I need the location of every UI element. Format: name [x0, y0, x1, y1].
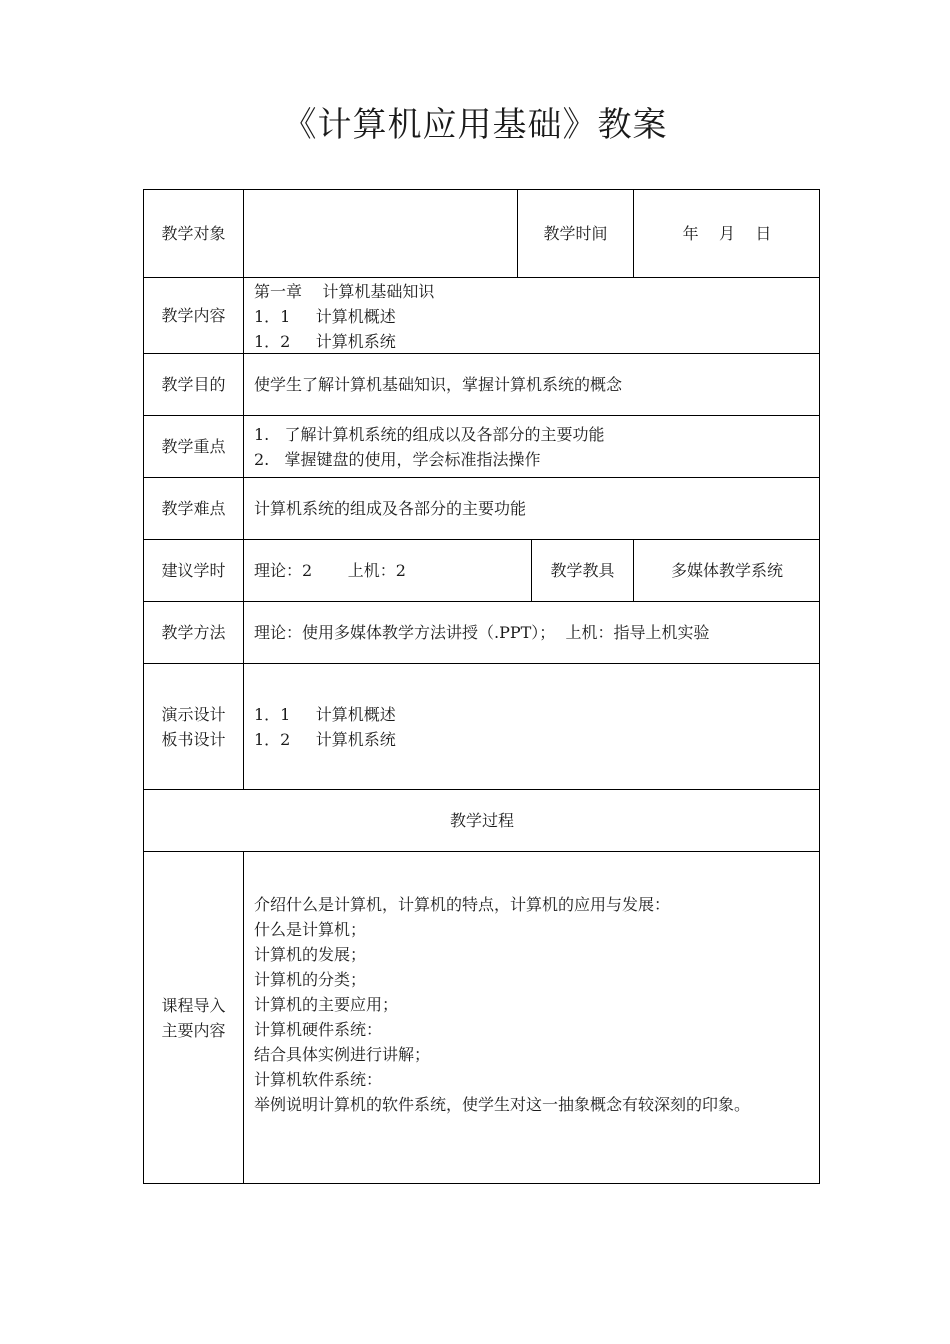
design-line: 1．1 计算机概述 [254, 704, 396, 724]
label-text: 教学教具 [550, 561, 615, 580]
value-text: 理论：2 上机：2 [254, 561, 406, 580]
intro-line: 举例说明计算机的软件系统，使学生对这一抽象概念有较深刻的印象。 [254, 1095, 751, 1114]
value-teaching-time [634, 190, 820, 278]
document-title: 《计算机应用基础》教案 [282, 105, 668, 145]
label-teaching-content [144, 278, 244, 354]
value-text: 使学生了解计算机基础知识，掌握计算机系统的概念 [254, 375, 623, 394]
value-teaching-tools [634, 540, 820, 602]
label-text: 演示设计 [161, 704, 226, 724]
label-teaching-goal [144, 354, 244, 416]
label-teaching-tools [532, 540, 634, 602]
value-intro-main-content [244, 852, 820, 1183]
section-header-text: 教学过程 [449, 811, 514, 830]
label-teaching-difficulty [144, 478, 244, 540]
intro-line: 计算机的主要应用； [254, 995, 399, 1014]
label-demo-board-design [144, 664, 244, 790]
label-teaching-focus [144, 416, 244, 478]
intro-line: 计算机硬件系统： [254, 1020, 383, 1039]
label-text: 教学对象 [161, 224, 226, 243]
intro-line: 计算机的发展； [254, 945, 367, 964]
value-teaching-method [244, 602, 820, 664]
value-teaching-content [244, 278, 820, 354]
section-header-teaching-process [144, 790, 820, 852]
value-text: 理论：使用多媒体教学方法讲授（.PPT）； 上机：指导上机实验 [254, 623, 710, 642]
value-text: 计算机系统的组成及各部分的主要功能 [254, 499, 527, 518]
design-line: 1．2 计算机系统 [254, 729, 396, 749]
label-teaching-time [518, 190, 634, 278]
label-text: 教学时间 [543, 224, 608, 243]
label-text: 教学内容 [161, 306, 226, 325]
lesson-plan-table [143, 189, 820, 1184]
value-suggested-hours [244, 540, 532, 602]
value-demo-board-design [244, 664, 820, 790]
content-line: 1．2 计算机系统 [254, 332, 396, 351]
value-teaching-focus [244, 416, 820, 478]
label-text: 教学难点 [161, 499, 226, 518]
label-text: 课程导入 [161, 995, 226, 1015]
value-teaching-goal [244, 354, 820, 416]
label-suggested-hours [144, 540, 244, 602]
label-text: 教学重点 [161, 437, 226, 456]
intro-line: 计算机软件系统： [254, 1070, 383, 1089]
label-text: 板书设计 [161, 729, 226, 749]
content-line: 1．1 计算机概述 [254, 307, 396, 326]
focus-line: 2. 掌握键盘的使用，学会标准指法操作 [254, 449, 541, 469]
label-text: 教学目的 [161, 375, 226, 394]
label-teaching-object [144, 190, 244, 278]
intro-line: 结合具体实例进行讲解； [254, 1045, 431, 1064]
value-teaching-difficulty [244, 478, 820, 540]
intro-line: 计算机的分类； [254, 970, 367, 989]
content-line: 第一章 计算机基础知识 [254, 282, 435, 301]
label-intro-main-content [144, 852, 244, 1183]
value-text: 多媒体教学系统 [670, 561, 783, 580]
label-text: 教学方法 [161, 623, 226, 642]
label-text: 主要内容 [161, 1020, 226, 1040]
intro-line: 介绍什么是计算机，计算机的特点，计算机的应用与发展： [254, 895, 671, 914]
date-placeholder: 年 月 日 [682, 224, 772, 243]
label-text: 建议学时 [161, 561, 226, 580]
label-teaching-method [144, 602, 244, 664]
focus-line: 1. 了解计算机系统的组成以及各部分的主要功能 [254, 424, 605, 444]
value-teaching-object [244, 190, 518, 278]
intro-line: 什么是计算机； [254, 920, 367, 939]
